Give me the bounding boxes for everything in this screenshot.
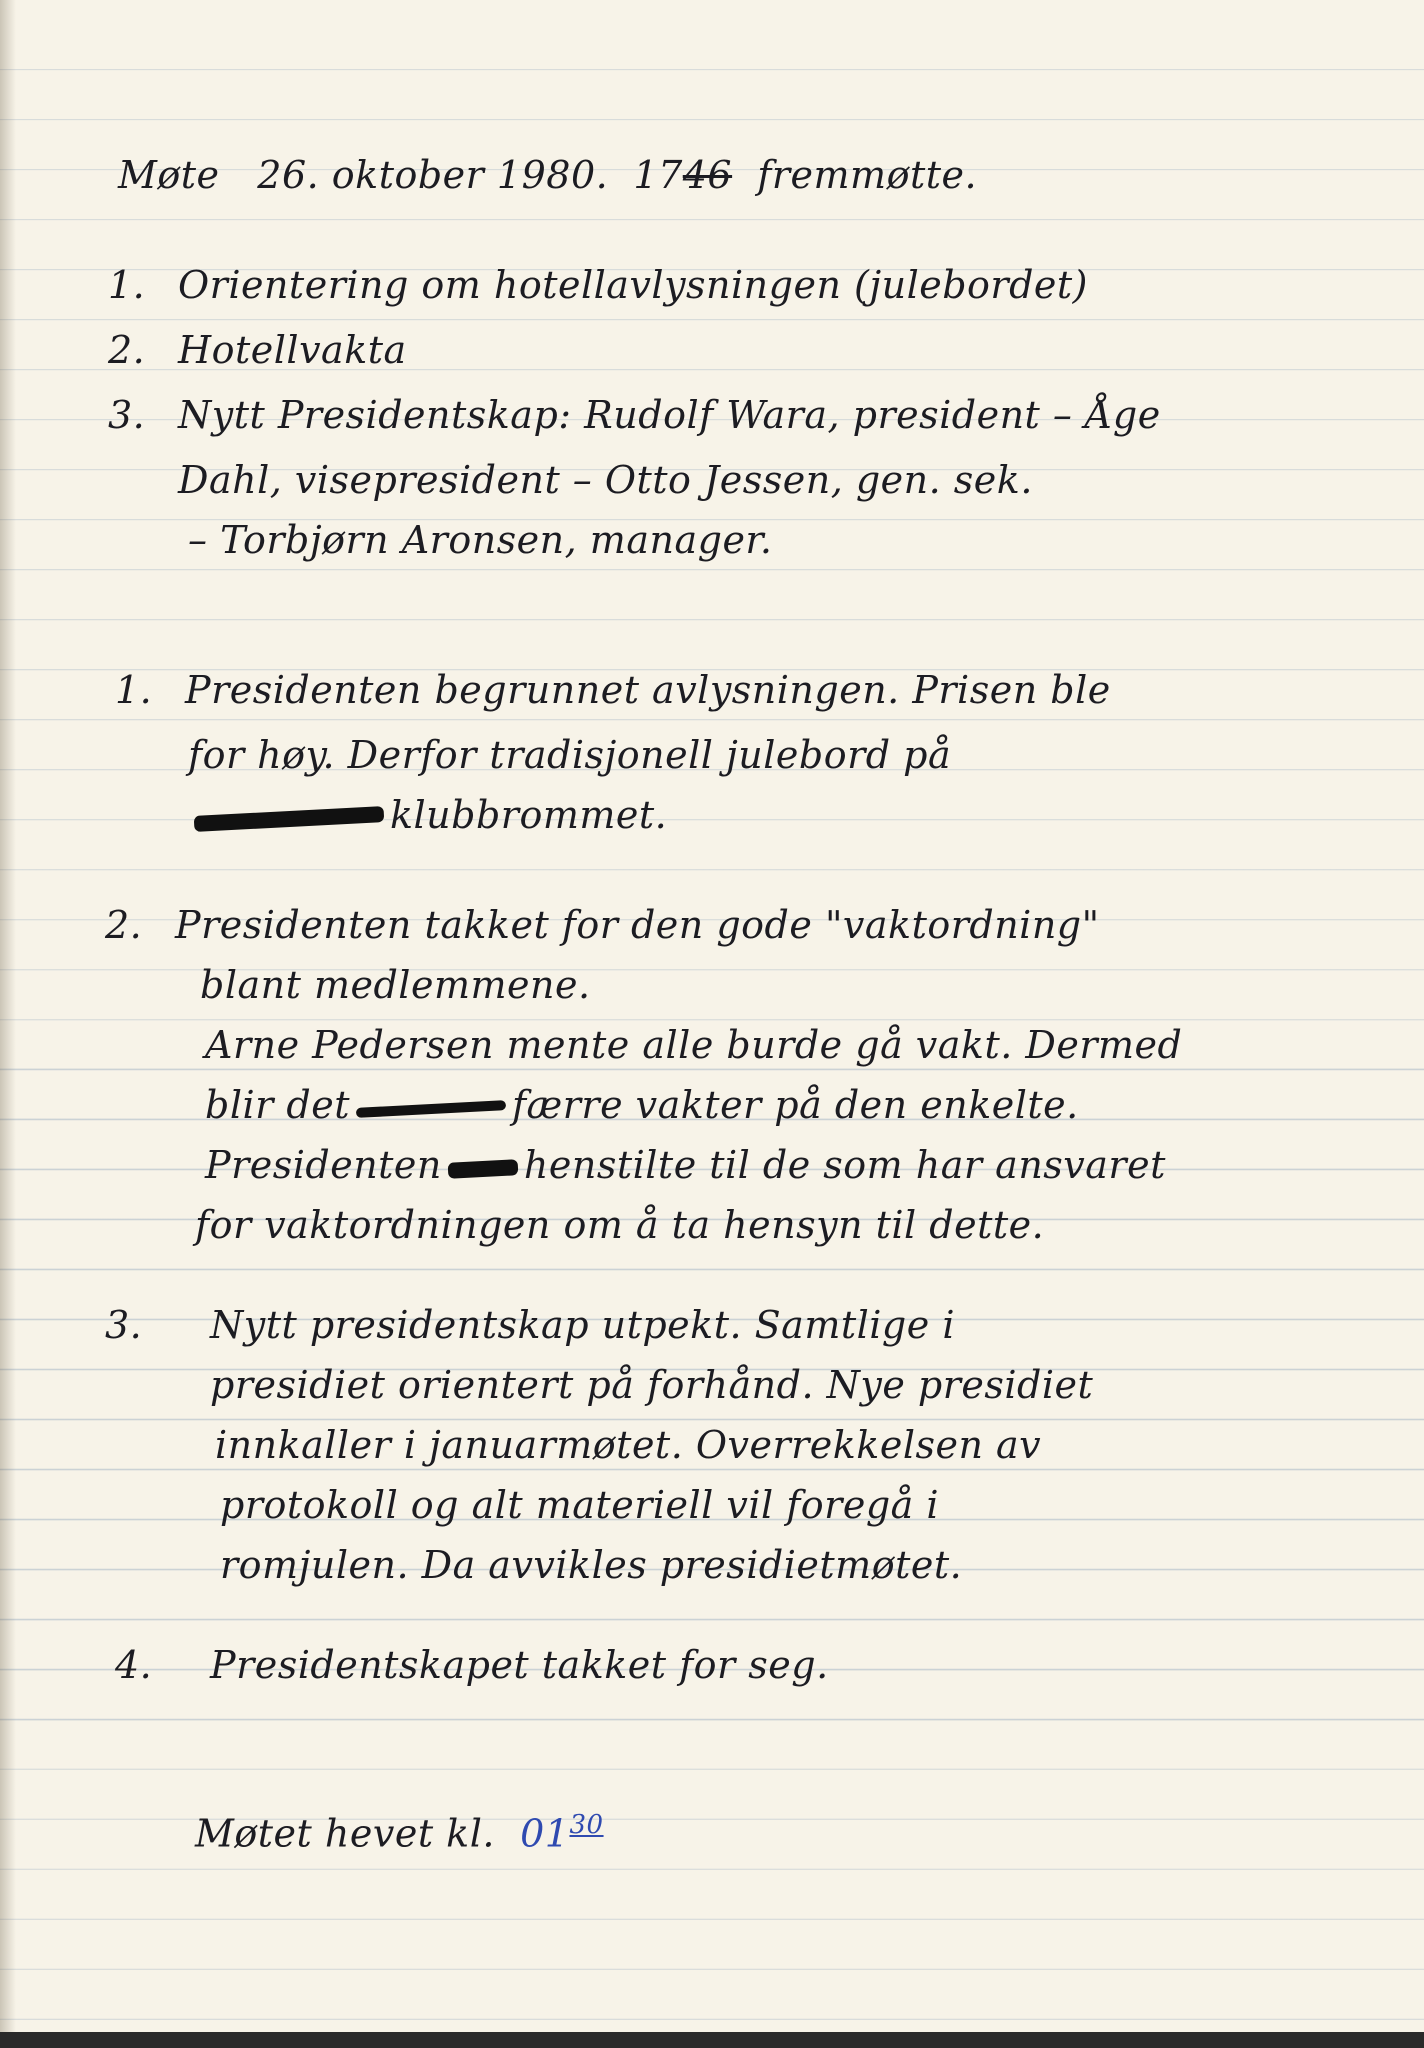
agenda-item-2 xyxy=(108,325,407,375)
minutes-item-3-line-4 xyxy=(220,1480,939,1530)
minutes-item-2-line-5 xyxy=(205,1140,1166,1190)
agenda-number: 1. xyxy=(108,263,146,307)
crossed-out-word xyxy=(448,1159,519,1179)
agenda-item-3-cont xyxy=(178,455,1033,505)
minutes-text: Arne Pedersen mente alle burde gå vakt. Dermed xyxy=(205,1023,1183,1067)
agenda-item-3 xyxy=(108,390,1161,440)
minutes-text: henstilte til de som har ansvaret xyxy=(523,1143,1166,1187)
agenda-number: 2. xyxy=(108,328,146,372)
minutes-item-1-line-2 xyxy=(188,730,951,780)
minutes-text: protokoll og alt materiell vil foregå i xyxy=(220,1483,940,1527)
minutes-item-1-line-1 xyxy=(115,665,1111,715)
minutes-text: Nytt presidentskap utpekt. Samtlige i xyxy=(210,1303,955,1347)
closing-line xyxy=(195,1800,604,1859)
minutes-item-2-line-6 xyxy=(195,1200,1044,1250)
minutes-item-2-line-3 xyxy=(205,1020,1182,1070)
minutes-text: Presidenten xyxy=(205,1143,442,1187)
minutes-item-2-line-2 xyxy=(200,960,591,1010)
minutes-number: 3. xyxy=(105,1303,143,1347)
meeting-word: Møte xyxy=(118,153,220,197)
minutes-text: for vaktordningen om å ta hensyn til dette. xyxy=(195,1203,1045,1247)
minutes-item-2-line-1 xyxy=(105,900,1100,950)
meeting-header xyxy=(118,150,977,200)
minutes-item-1-line-3 xyxy=(188,790,667,840)
minutes-text: færre vakter på den enkelte. xyxy=(511,1083,1079,1127)
minutes-item-3-line-5 xyxy=(220,1540,962,1590)
minutes-text: Presidenten begrunnet avlysningen. Prisen ble xyxy=(185,668,1111,712)
agenda-text: – Torbjørn Aronsen, manager. xyxy=(188,518,773,562)
minutes-number: 2. xyxy=(105,903,143,947)
minutes-item-3-line-2 xyxy=(210,1360,1093,1410)
minutes-number: 4. xyxy=(115,1643,153,1687)
attendance-label: fremmøtte. xyxy=(757,153,978,197)
agenda-number: 3. xyxy=(108,393,146,437)
minutes-text: blant medlemmene. xyxy=(200,963,591,1007)
agenda-text: Nytt Presidentskap: Rudolf Wara, president – Åge xyxy=(178,393,1161,437)
minutes-item-2-line-4 xyxy=(205,1080,1079,1130)
minutes-number: 1. xyxy=(115,668,153,712)
page-edge-shadow xyxy=(0,0,16,2048)
closing-time-hour: 01 xyxy=(520,1811,570,1856)
minutes-item-3-line-1 xyxy=(105,1300,955,1350)
minutes-text: innkaller i januarmøtet. Overrekkelsen av xyxy=(215,1423,1042,1467)
attendance-count: 17 xyxy=(633,153,683,197)
closing-text: Møtet hevet kl. xyxy=(195,1811,495,1856)
minutes-text: Presidenten takket for den gode "vaktordning" xyxy=(175,903,1100,947)
minutes-item-4 xyxy=(115,1640,829,1690)
agenda-text: Dahl, visepresident – Otto Jessen, gen. sek. xyxy=(178,458,1033,502)
meeting-date: 26. oktober 1980. xyxy=(257,153,609,197)
minutes-text: Presidentskapet takket for seg. xyxy=(210,1643,829,1687)
minutes-text: romjulen. Da avvikles presidietmøtet. xyxy=(220,1543,963,1587)
agenda-text: Orientering om hotellavlysningen (julebordet) xyxy=(178,263,1089,307)
minutes-text: presidiet orientert på forhånd. Nye presidiet xyxy=(210,1363,1094,1407)
crossed-out-word xyxy=(194,806,385,832)
minutes-item-3-line-3 xyxy=(215,1420,1041,1470)
crossed-out-word xyxy=(356,1100,506,1118)
minutes-text: blir det xyxy=(205,1083,350,1127)
agenda-item-1 xyxy=(108,260,1088,310)
minutes-text: for høy. Derfor tradisjonell julebord på xyxy=(188,733,952,777)
minutes-text: klubbrommet. xyxy=(390,793,668,837)
scan-bottom-edge xyxy=(0,2032,1424,2048)
closing-time-minutes: 30 xyxy=(569,1810,604,1840)
attendance-struck: 46 xyxy=(682,153,733,197)
agenda-text: Hotellvakta xyxy=(178,328,407,372)
agenda-item-3-cont2 xyxy=(188,515,773,565)
